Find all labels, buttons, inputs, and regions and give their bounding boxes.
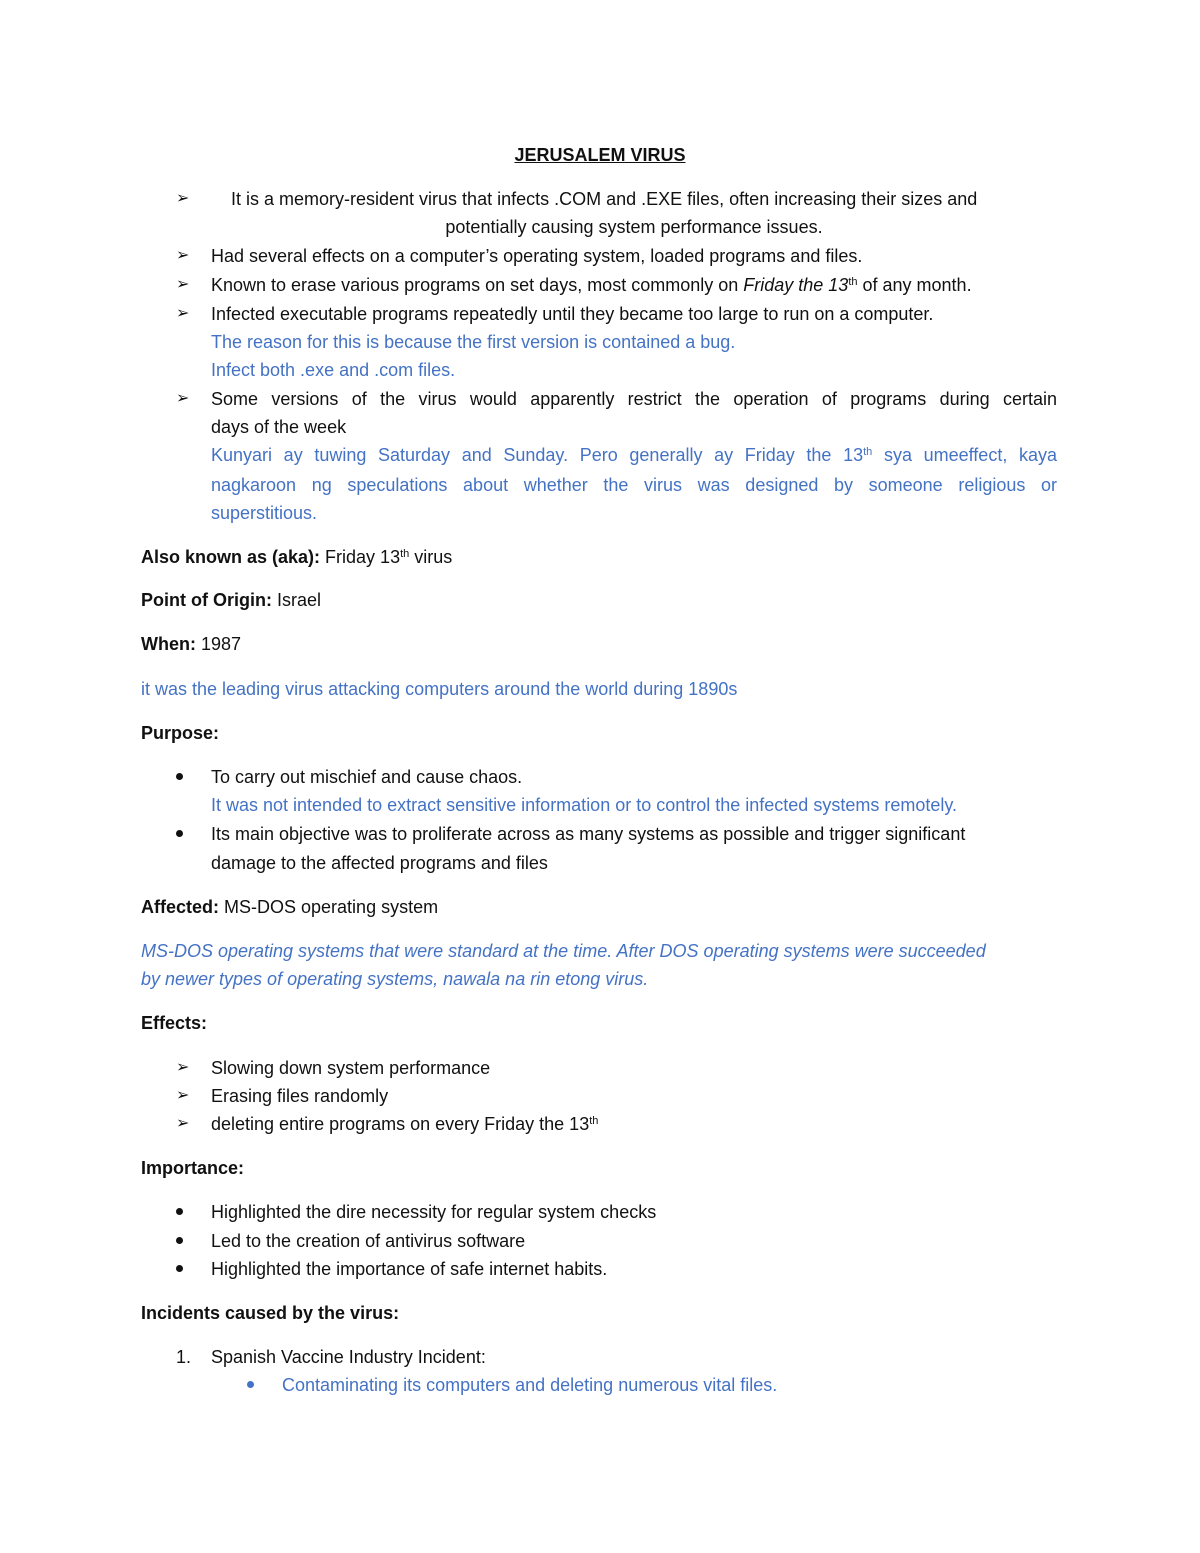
purpose-heading: Purpose: [141, 723, 220, 743]
intro-bullet-3-text: Known to erase various programs on set days, most commonly on [211, 275, 744, 295]
arrow-bullet-icon: ➢ [176, 305, 190, 322]
page-title: JERUSALEM VIRUS [514, 145, 686, 165]
bullet-dot-icon [176, 1237, 183, 1244]
arrow-bullet-icon: ➢ [176, 1087, 190, 1104]
bullet-dot-icon [247, 1381, 254, 1388]
affected-note-line-1: MS-DOS operating systems that were standard at the time. After DOS operating systems were succeeded [141, 941, 986, 961]
importance-item-3: Highlighted the importance of safe internet habits. [211, 1259, 608, 1279]
importance-item-1: Highlighted the dire necessity for regular system checks [211, 1202, 657, 1222]
when-label: When: [141, 634, 196, 654]
arrow-bullet-icon: ➢ [176, 190, 190, 207]
affected-line [141, 895, 438, 919]
aka-line [141, 545, 452, 569]
effects-heading: Effects: [141, 1013, 208, 1033]
intro-bullet-4-note-2: Infect both .exe and .com files. [211, 360, 456, 380]
importance-item-2: Led to the creation of antivirus software [211, 1231, 526, 1251]
importance-heading: Importance: [141, 1158, 245, 1178]
incidents-heading: Incidents caused by the virus: [141, 1303, 400, 1323]
bullet-dot-icon [176, 1208, 183, 1215]
origin-line [141, 588, 321, 612]
intro-bullet-5-line-1: Some versions of the virus would apparently restrict the operation of programs during certain [211, 389, 1057, 409]
intro-bullet-4: Infected executable programs repeatedly until they became too large to run on a computer. [211, 304, 934, 324]
incident-item-1-sub: Contaminating its computers and deleting numerous vital files. [282, 1375, 778, 1395]
affected-note-line-2: by newer types of operating systems, nawala na rin etong virus. [141, 969, 649, 989]
intro-bullet-2: Had several effects on a computer’s operating system, loaded programs and files. [211, 246, 863, 266]
arrow-bullet-icon: ➢ [176, 1059, 190, 1076]
aka-label: Also known as (aka): [141, 547, 321, 567]
note-text: Kunyari ay tuwing Saturday and Sunday. Pero generally ay Friday the 13 [211, 445, 864, 465]
effects-item-3 [211, 1112, 598, 1136]
superscript: th [848, 276, 858, 288]
incident-item-1: Spanish Vaccine Industry Incident: [211, 1347, 486, 1367]
arrow-bullet-icon: ➢ [176, 276, 190, 293]
affected-value: MS-DOS operating system [219, 897, 439, 917]
origin-label: Point of Origin: [141, 590, 272, 610]
affected-label: Affected: [141, 897, 220, 917]
numbered-marker: 1. [176, 1347, 192, 1367]
origin-value: Israel [271, 590, 322, 610]
aka-value: Friday 13 [320, 547, 401, 567]
arrow-bullet-icon: ➢ [176, 247, 190, 264]
superscript: th [589, 1115, 599, 1127]
when-line [141, 632, 241, 656]
friday-13-emphasis: Friday the 13 [743, 275, 849, 295]
purpose-item-1-note: It was not intended to extract sensitive information or to control the infected systems remotely. [211, 795, 958, 815]
note-text-tail: sya umeeffect, kaya [872, 445, 1057, 465]
intro-bullet-5-note-line-2: nagkaroon ng speculations about whether the virus was designed by someone religious or [211, 475, 1057, 495]
intro-bullet-5-line-2: days of the week [211, 417, 347, 437]
when-value: 1987 [195, 634, 242, 654]
effects-item-2: Erasing files randomly [211, 1086, 389, 1106]
purpose-item-2-line-1: Its main objective was to proliferate across as many systems as possible and trigger significant [211, 824, 966, 844]
intro-bullet-3 [211, 273, 972, 297]
effects-item-1: Slowing down system performance [211, 1058, 491, 1078]
effects-item-3-text: deleting entire programs on every Friday the 13 [211, 1114, 590, 1134]
arrow-bullet-icon: ➢ [176, 390, 190, 407]
aka-value-tail: virus [409, 547, 453, 567]
bullet-dot-icon [176, 773, 183, 780]
purpose-item-2-line-2: damage to the affected programs and files [211, 853, 548, 873]
superscript: th [400, 548, 410, 560]
bullet-dot-icon [176, 830, 183, 837]
intro-bullet-5-note-line-3: superstitious. [211, 503, 318, 523]
bullet-dot-icon [176, 1265, 183, 1272]
superscript: th [863, 446, 873, 458]
intro-bullet-1-line-1: It is a memory-resident virus that infects .COM and .EXE files, often increasing their sizes and [231, 189, 978, 209]
arrow-bullet-icon: ➢ [176, 1115, 190, 1132]
purpose-item-1: To carry out mischief and cause chaos. [211, 767, 523, 787]
when-note: it was the leading virus attacking computers around the world during 1890s [141, 679, 738, 699]
intro-bullet-1-line-2: potentially causing system performance issues. [445, 217, 823, 237]
intro-bullet-3-tail: of any month. [857, 275, 972, 295]
intro-bullet-4-note-1: The reason for this is because the first version is contained a bug. [211, 332, 736, 352]
intro-bullet-5-note-line-1 [211, 443, 1057, 467]
